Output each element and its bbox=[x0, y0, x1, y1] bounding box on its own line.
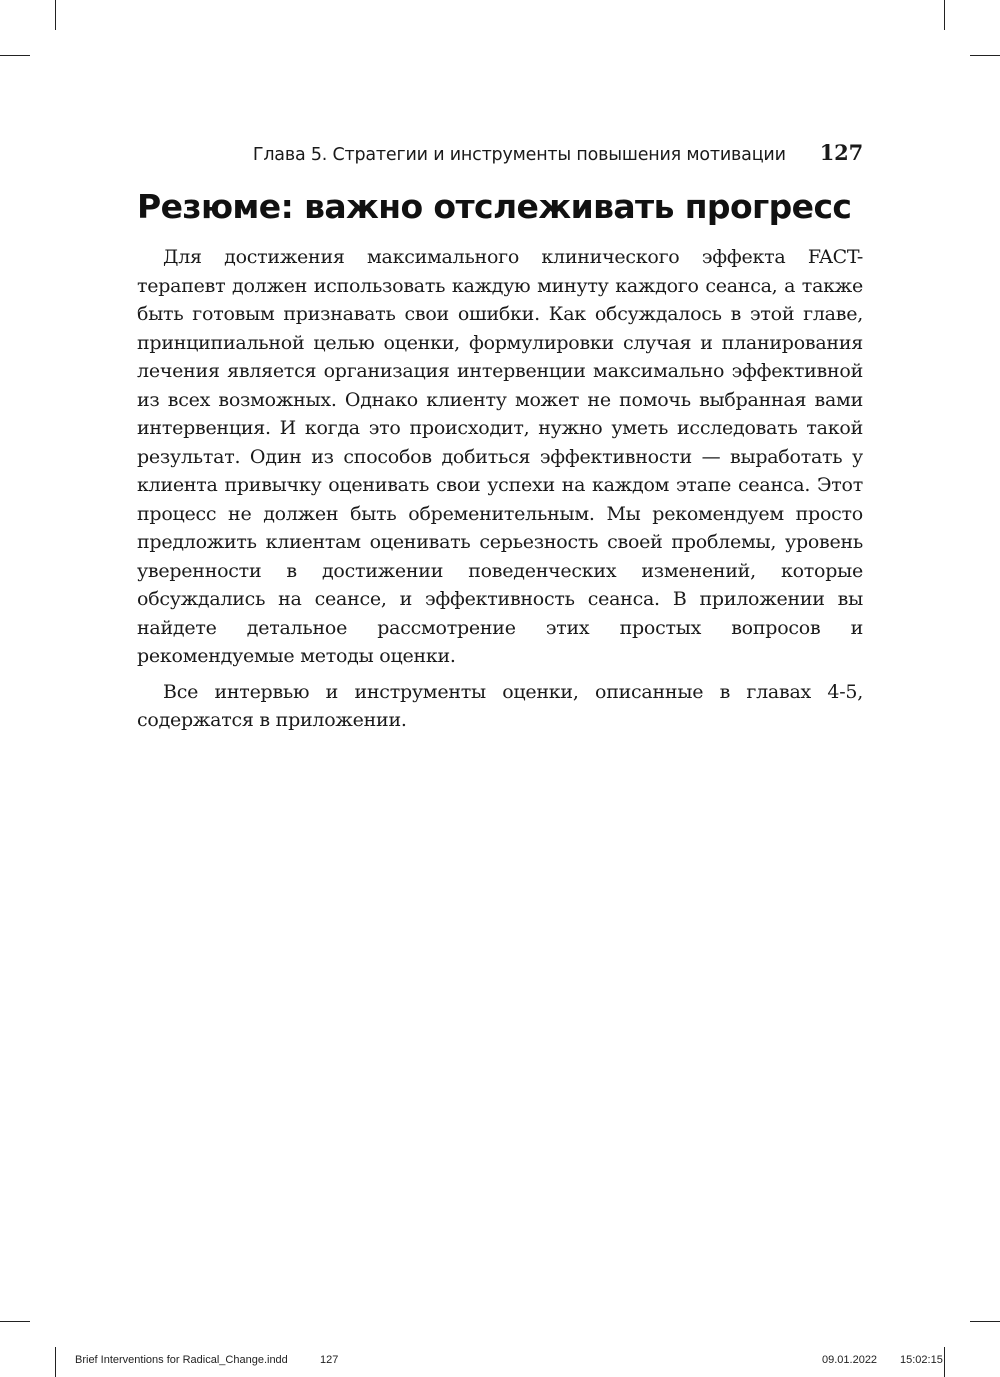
body-text bbox=[137, 243, 863, 735]
crop-mark-top-left bbox=[55, 0, 56, 30]
crop-mark-bottom-right bbox=[944, 1347, 945, 1377]
crop-mark-top-right bbox=[944, 0, 945, 30]
page-number: 127 bbox=[819, 140, 863, 165]
crop-mark-right-top bbox=[970, 55, 1000, 56]
crop-mark-right-bottom bbox=[970, 1321, 1000, 1322]
running-head bbox=[137, 140, 863, 166]
slug-file-name: Brief Interventions for Radical_Change.indd bbox=[75, 1354, 288, 1366]
crop-mark-left-top bbox=[0, 55, 30, 56]
chapter-title: Глава 5. Стратегии и инструменты повышения мотивации bbox=[252, 145, 786, 165]
paragraph-1: Для достижения максимального клинического эффекта FACT-терапевт должен использовать каждую минуту каждого сеанса, а также быть готовым признавать свои ошибки. Как обсуждалось в этой главе, принципиальной целью оценки, формулировки случая и планирования лечения является организация интервенции максимально эффективной из всех возможных. Однако клиенту может не помочь выбранная вами интервенция. И когда это происходит, нужно уметь исследовать такой результат. Один из способов добиться эффективности — выработать у клиента привычку оценивать свои успехи на каждом этапе сеанса. Этот процесс не должен быть обременительным. Мы рекомендуем просто предложить клиентам оценивать серьезность своей проблемы, уровень уверенности в достижении поведенческих изменений, которые обсуждались на сеансе, и эффективность сеанса. В приложении вы найдете детальное рассмотрение этих простых вопросов и рекомендуемые методы оценки. bbox=[137, 246, 863, 667]
slug-date: 09.01.2022 bbox=[822, 1354, 878, 1366]
crop-mark-left-bottom bbox=[0, 1321, 30, 1322]
crop-mark-bottom-left bbox=[55, 1347, 56, 1377]
slug-page-number: 127 bbox=[320, 1354, 339, 1366]
paragraph-2: Все интервью и инструменты оценки, описанные в главах 4-5, содержатся в приложении. bbox=[137, 680, 863, 731]
slug-time: 15:02:15 bbox=[900, 1354, 943, 1366]
section-title: Резюме: важно отслеживать прогресс bbox=[137, 187, 852, 226]
